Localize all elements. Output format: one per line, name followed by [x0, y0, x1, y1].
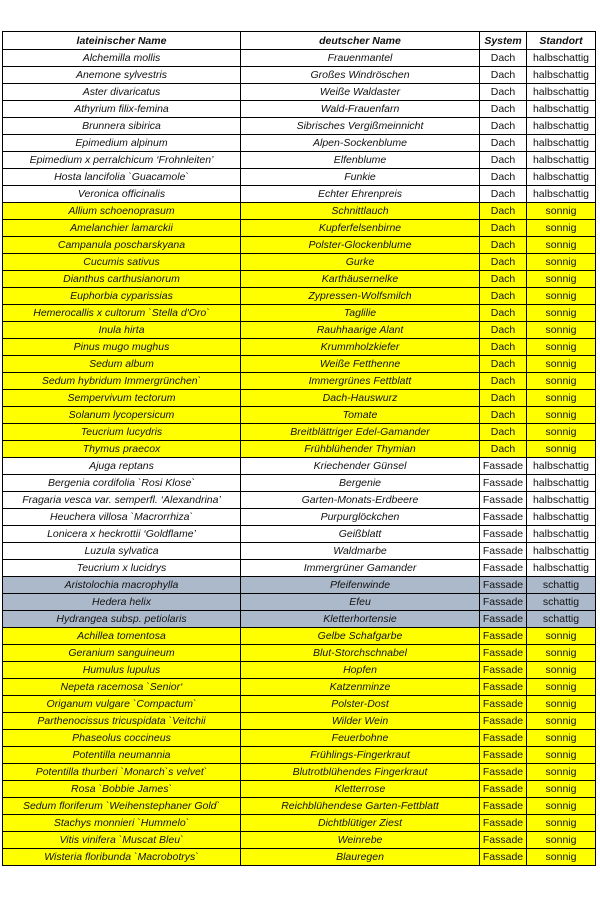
- latin-name-cell: Achillea tomentosa: [3, 628, 241, 645]
- table-row: [3, 832, 596, 849]
- location-cell: halbschattig: [527, 152, 596, 169]
- table-row: [3, 407, 596, 424]
- system-cell: Fassade: [480, 492, 527, 509]
- system-cell: Fassade: [480, 781, 527, 798]
- location-cell: halbschattig: [527, 458, 596, 475]
- header-system: System: [480, 32, 527, 50]
- german-name-cell: Immergrüner Gamander: [241, 560, 480, 577]
- table-row: [3, 441, 596, 458]
- german-name-cell: Breitblättriger Edel-Gamander: [241, 424, 480, 441]
- location-cell: schattig: [527, 594, 596, 611]
- location-cell: halbschattig: [527, 84, 596, 101]
- german-name-cell: Kriechender Günsel: [241, 458, 480, 475]
- table-row: [3, 152, 596, 169]
- latin-name-cell: Anemone sylvestris: [3, 67, 241, 84]
- german-name-cell: Taglilie: [241, 305, 480, 322]
- table-row: [3, 662, 596, 679]
- latin-name-cell: Luzula sylvatica: [3, 543, 241, 560]
- german-name-cell: Großes Windröschen: [241, 67, 480, 84]
- system-cell: Dach: [480, 152, 527, 169]
- location-cell: schattig: [527, 577, 596, 594]
- header-location: Standort: [527, 32, 596, 50]
- german-name-cell: Geißblatt: [241, 526, 480, 543]
- german-name-cell: Tomate: [241, 407, 480, 424]
- table-row: [3, 203, 596, 220]
- system-cell: Fassade: [480, 543, 527, 560]
- location-cell: sonnig: [527, 662, 596, 679]
- system-cell: Dach: [480, 407, 527, 424]
- system-cell: Dach: [480, 271, 527, 288]
- table-row: [3, 254, 596, 271]
- latin-name-cell: Allium schoenoprasum: [3, 203, 241, 220]
- table-row: [3, 356, 596, 373]
- system-cell: Fassade: [480, 679, 527, 696]
- location-cell: sonnig: [527, 203, 596, 220]
- table-row: [3, 713, 596, 730]
- german-name-cell: Purpurglöckchen: [241, 509, 480, 526]
- german-name-cell: Sibrisches Vergißmeinnicht: [241, 118, 480, 135]
- table-header-row: [3, 32, 596, 50]
- latin-name-cell: Athyrium filix-femina: [3, 101, 241, 118]
- german-name-cell: Funkie: [241, 169, 480, 186]
- german-name-cell: Dichtblütiger Ziest: [241, 815, 480, 832]
- system-cell: Dach: [480, 390, 527, 407]
- german-name-cell: Polster-Dost: [241, 696, 480, 713]
- system-cell: Dach: [480, 101, 527, 118]
- system-cell: Fassade: [480, 611, 527, 628]
- system-cell: Fassade: [480, 832, 527, 849]
- table-row: [3, 645, 596, 662]
- table-row: [3, 67, 596, 84]
- location-cell: halbschattig: [527, 50, 596, 67]
- german-name-cell: Feuerbohne: [241, 730, 480, 747]
- german-name-cell: Immergrünes Fettblatt: [241, 373, 480, 390]
- table-row: [3, 322, 596, 339]
- system-cell: Dach: [480, 424, 527, 441]
- latin-name-cell: Geranium sanguineum: [3, 645, 241, 662]
- latin-name-cell: Vitis vinifera `Muscat Bleu`: [3, 832, 241, 849]
- location-cell: halbschattig: [527, 526, 596, 543]
- system-cell: Dach: [480, 50, 527, 67]
- location-cell: halbschattig: [527, 543, 596, 560]
- latin-name-cell: Epimedium alpinum: [3, 135, 241, 152]
- latin-name-cell: Campanula poscharskyana: [3, 237, 241, 254]
- latin-name-cell: Fragaria vesca var. semperfl. ‘Alexandrina’: [3, 492, 241, 509]
- german-name-cell: Waldmarbe: [241, 543, 480, 560]
- table-body: [3, 50, 596, 866]
- german-name-cell: Pfeifenwinde: [241, 577, 480, 594]
- latin-name-cell: Brunnera sibirica: [3, 118, 241, 135]
- table-row: [3, 492, 596, 509]
- system-cell: Fassade: [480, 475, 527, 492]
- latin-name-cell: Euphorbia cyparissias: [3, 288, 241, 305]
- system-cell: Fassade: [480, 730, 527, 747]
- german-name-cell: Krummholzkiefer: [241, 339, 480, 356]
- latin-name-cell: Parthenocissus tricuspidata `Veitchii: [3, 713, 241, 730]
- german-name-cell: Katzenminze: [241, 679, 480, 696]
- location-cell: sonnig: [527, 747, 596, 764]
- system-cell: Fassade: [480, 577, 527, 594]
- location-cell: sonnig: [527, 407, 596, 424]
- system-cell: Dach: [480, 254, 527, 271]
- table-row: [3, 815, 596, 832]
- table-row: [3, 696, 596, 713]
- latin-name-cell: Origanum vulgare `Compactum`: [3, 696, 241, 713]
- table-row: [3, 271, 596, 288]
- location-cell: sonnig: [527, 764, 596, 781]
- latin-name-cell: Veronica officinalis: [3, 186, 241, 203]
- table-row: [3, 849, 596, 866]
- german-name-cell: Dach-Hauswurz: [241, 390, 480, 407]
- system-cell: Fassade: [480, 628, 527, 645]
- table-row: [3, 764, 596, 781]
- table-row: [3, 543, 596, 560]
- table-row: [3, 577, 596, 594]
- latin-name-cell: Inula hirta: [3, 322, 241, 339]
- german-name-cell: Polster-Glockenblume: [241, 237, 480, 254]
- latin-name-cell: Sedum album: [3, 356, 241, 373]
- german-name-cell: Frühblühender Thymian: [241, 441, 480, 458]
- latin-name-cell: Sedum hybridum Immergrünchen`: [3, 373, 241, 390]
- location-cell: sonnig: [527, 305, 596, 322]
- location-cell: halbschattig: [527, 67, 596, 84]
- german-name-cell: Gurke: [241, 254, 480, 271]
- latin-name-cell: Humulus lupulus: [3, 662, 241, 679]
- system-cell: Dach: [480, 339, 527, 356]
- location-cell: sonnig: [527, 798, 596, 815]
- latin-name-cell: Teucrium lucydris: [3, 424, 241, 441]
- system-cell: Dach: [480, 67, 527, 84]
- table-row: [3, 730, 596, 747]
- latin-name-cell: Hemerocallis x cultorum `Stella d'Oro`: [3, 305, 241, 322]
- german-name-cell: Gelbe Schafgarbe: [241, 628, 480, 645]
- location-cell: halbschattig: [527, 118, 596, 135]
- latin-name-cell: Solanum lycopersicum: [3, 407, 241, 424]
- table-row: [3, 509, 596, 526]
- latin-name-cell: Dianthus carthusianorum: [3, 271, 241, 288]
- latin-name-cell: Hedera helix: [3, 594, 241, 611]
- location-cell: sonnig: [527, 356, 596, 373]
- system-cell: Fassade: [480, 696, 527, 713]
- location-cell: halbschattig: [527, 475, 596, 492]
- latin-name-cell: Nepeta racemosa `Senior‘: [3, 679, 241, 696]
- table-row: [3, 798, 596, 815]
- location-cell: sonnig: [527, 237, 596, 254]
- location-cell: schattig: [527, 611, 596, 628]
- german-name-cell: Blutrotblühendes Fingerkraut: [241, 764, 480, 781]
- table-row: [3, 611, 596, 628]
- location-cell: sonnig: [527, 254, 596, 271]
- german-name-cell: Alpen-Sockenblume: [241, 135, 480, 152]
- german-name-cell: Echter Ehrenpreis: [241, 186, 480, 203]
- table-row: [3, 781, 596, 798]
- location-cell: halbschattig: [527, 101, 596, 118]
- location-cell: sonnig: [527, 322, 596, 339]
- latin-name-cell: Sempervivum tectorum: [3, 390, 241, 407]
- table-row: [3, 135, 596, 152]
- german-name-cell: Wilder Wein: [241, 713, 480, 730]
- system-cell: Fassade: [480, 662, 527, 679]
- location-cell: sonnig: [527, 815, 596, 832]
- table-row: [3, 424, 596, 441]
- location-cell: sonnig: [527, 713, 596, 730]
- system-cell: Dach: [480, 237, 527, 254]
- german-name-cell: Frühlings-Fingerkraut: [241, 747, 480, 764]
- table-row: [3, 339, 596, 356]
- latin-name-cell: Amelanchier lamarckii: [3, 220, 241, 237]
- table-row: [3, 747, 596, 764]
- system-cell: Dach: [480, 441, 527, 458]
- latin-name-cell: Heuchera villosa `Macrorrhiza`: [3, 509, 241, 526]
- system-cell: Dach: [480, 135, 527, 152]
- latin-name-cell: Pinus mugo mughus: [3, 339, 241, 356]
- latin-name-cell: Aristolochia macrophylla: [3, 577, 241, 594]
- table-row: [3, 526, 596, 543]
- latin-name-cell: Cucumis sativus: [3, 254, 241, 271]
- system-cell: Dach: [480, 84, 527, 101]
- system-cell: Fassade: [480, 713, 527, 730]
- table-row: [3, 594, 596, 611]
- german-name-cell: Kletterrose: [241, 781, 480, 798]
- latin-name-cell: Hydrangea subsp. petiolaris: [3, 611, 241, 628]
- header-german-name: deutscher Name: [241, 32, 480, 50]
- latin-name-cell: Rosa `Bobbie James`: [3, 781, 241, 798]
- latin-name-cell: Hosta lancifolia `Guacamole`: [3, 169, 241, 186]
- table-row: [3, 169, 596, 186]
- german-name-cell: Garten-Monats-Erdbeere: [241, 492, 480, 509]
- location-cell: sonnig: [527, 390, 596, 407]
- table-row: [3, 288, 596, 305]
- table-row: [3, 237, 596, 254]
- system-cell: Dach: [480, 169, 527, 186]
- system-cell: Fassade: [480, 458, 527, 475]
- german-name-cell: Elfenblume: [241, 152, 480, 169]
- german-name-cell: Reichblühendese Garten-Fettblatt: [241, 798, 480, 815]
- latin-name-cell: Potentilla thurberi `Monarch`s velvet`: [3, 764, 241, 781]
- location-cell: sonnig: [527, 220, 596, 237]
- german-name-cell: Hopfen: [241, 662, 480, 679]
- german-name-cell: Weiße Fetthenne: [241, 356, 480, 373]
- german-name-cell: Bergenie: [241, 475, 480, 492]
- system-cell: Dach: [480, 118, 527, 135]
- latin-name-cell: Phaseolus coccineus: [3, 730, 241, 747]
- system-cell: Fassade: [480, 815, 527, 832]
- system-cell: Dach: [480, 220, 527, 237]
- location-cell: sonnig: [527, 441, 596, 458]
- system-cell: Fassade: [480, 509, 527, 526]
- german-name-cell: Frauenmantel: [241, 50, 480, 67]
- table-row: [3, 679, 596, 696]
- system-cell: Fassade: [480, 645, 527, 662]
- system-cell: Fassade: [480, 560, 527, 577]
- table-row: [3, 186, 596, 203]
- location-cell: sonnig: [527, 424, 596, 441]
- system-cell: Fassade: [480, 747, 527, 764]
- system-cell: Fassade: [480, 594, 527, 611]
- latin-name-cell: Aster divaricatus: [3, 84, 241, 101]
- location-cell: halbschattig: [527, 169, 596, 186]
- table-row: [3, 305, 596, 322]
- system-cell: Fassade: [480, 798, 527, 815]
- location-cell: sonnig: [527, 679, 596, 696]
- latin-name-cell: Ajuga reptans: [3, 458, 241, 475]
- location-cell: sonnig: [527, 339, 596, 356]
- latin-name-cell: Wisteria floribunda `Macrobotrys`: [3, 849, 241, 866]
- location-cell: sonnig: [527, 373, 596, 390]
- table-row: [3, 101, 596, 118]
- location-cell: halbschattig: [527, 492, 596, 509]
- latin-name-cell: Epimedium x perralchicum ‘Frohnleiten’: [3, 152, 241, 169]
- table-row: [3, 628, 596, 645]
- location-cell: sonnig: [527, 832, 596, 849]
- table-row: [3, 84, 596, 101]
- plant-table: [2, 31, 596, 866]
- location-cell: halbschattig: [527, 186, 596, 203]
- german-name-cell: Blauregen: [241, 849, 480, 866]
- german-name-cell: Weiße Waldaster: [241, 84, 480, 101]
- table-row: [3, 220, 596, 237]
- header-latin-name: lateinischer Name: [3, 32, 241, 50]
- latin-name-cell: Teucrium x lucidrys: [3, 560, 241, 577]
- table-row: [3, 475, 596, 492]
- location-cell: sonnig: [527, 288, 596, 305]
- location-cell: halbschattig: [527, 135, 596, 152]
- german-name-cell: Blut-Storchschnabel: [241, 645, 480, 662]
- plant-table-sheet: [2, 31, 596, 866]
- table-row: [3, 458, 596, 475]
- system-cell: Fassade: [480, 764, 527, 781]
- latin-name-cell: Thymus praecox: [3, 441, 241, 458]
- german-name-cell: Schnittlauch: [241, 203, 480, 220]
- location-cell: sonnig: [527, 730, 596, 747]
- latin-name-cell: Stachys monnieri `Hummelo`: [3, 815, 241, 832]
- german-name-cell: Kupferfelsenbirne: [241, 220, 480, 237]
- location-cell: halbschattig: [527, 509, 596, 526]
- system-cell: Dach: [480, 288, 527, 305]
- latin-name-cell: Lonicera x heckrottii ‘Goldflame’: [3, 526, 241, 543]
- latin-name-cell: Sedum floriferum `Weihenstephaner Gold`: [3, 798, 241, 815]
- system-cell: Dach: [480, 373, 527, 390]
- location-cell: sonnig: [527, 781, 596, 798]
- system-cell: Dach: [480, 186, 527, 203]
- german-name-cell: Karthäusernelke: [241, 271, 480, 288]
- latin-name-cell: Alchemilla mollis: [3, 50, 241, 67]
- table-row: [3, 50, 596, 67]
- system-cell: Dach: [480, 322, 527, 339]
- german-name-cell: Rauhhaarige Alant: [241, 322, 480, 339]
- german-name-cell: Zypressen-Wolfsmilch: [241, 288, 480, 305]
- location-cell: sonnig: [527, 696, 596, 713]
- system-cell: Dach: [480, 203, 527, 220]
- table-row: [3, 118, 596, 135]
- german-name-cell: Weinrebe: [241, 832, 480, 849]
- latin-name-cell: Bergenia cordifolia `Rosi Klose`: [3, 475, 241, 492]
- location-cell: sonnig: [527, 271, 596, 288]
- table-row: [3, 390, 596, 407]
- german-name-cell: Efeu: [241, 594, 480, 611]
- table-row: [3, 560, 596, 577]
- german-name-cell: Wald-Frauenfarn: [241, 101, 480, 118]
- system-cell: Fassade: [480, 849, 527, 866]
- location-cell: halbschattig: [527, 560, 596, 577]
- location-cell: sonnig: [527, 628, 596, 645]
- location-cell: sonnig: [527, 645, 596, 662]
- latin-name-cell: Potentilla neumannia: [3, 747, 241, 764]
- system-cell: Fassade: [480, 526, 527, 543]
- location-cell: sonnig: [527, 849, 596, 866]
- table-row: [3, 373, 596, 390]
- german-name-cell: Kletterhortensie: [241, 611, 480, 628]
- system-cell: Dach: [480, 305, 527, 322]
- system-cell: Dach: [480, 356, 527, 373]
